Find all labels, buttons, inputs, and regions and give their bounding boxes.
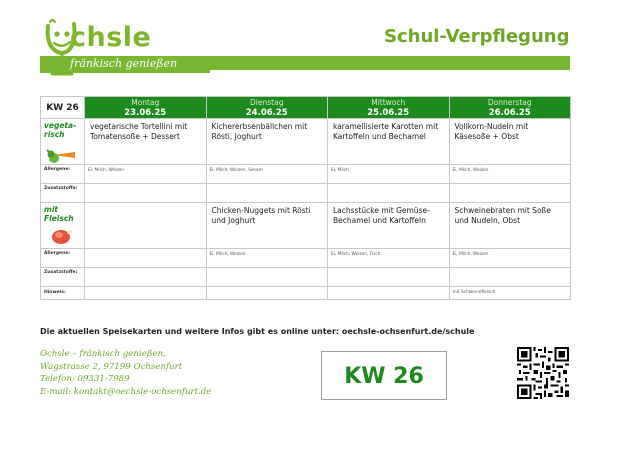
page-title: Schul-Verpflegung — [384, 26, 570, 47]
meal-meat-wednesday: Lachsstücke mit Gemüse-Bechamel und Kartoffeln — [328, 203, 450, 249]
allergens-value: Ei, Milch — [328, 165, 450, 184]
category-vegetarian — [41, 119, 85, 165]
allergens-label: Allergene: — [41, 165, 85, 184]
logo-tagline: fränkisch genießen — [70, 57, 178, 70]
day-name: Mittwoch — [371, 98, 406, 107]
meat-additives-row — [41, 268, 571, 287]
allergens-label: Allergene: — [41, 249, 85, 268]
notes-value: mit Schweinefleisch — [449, 287, 571, 300]
contact-block — [40, 348, 211, 398]
allergens-value: Ei, Milch, Weizen, Sesam — [206, 165, 328, 184]
notes-value — [206, 287, 328, 300]
category-label-line2: risch — [44, 130, 65, 139]
meal-vegetarian-monday: vegetarische Tortellini mit Tomatensoße + Dessert — [85, 119, 207, 165]
meat-meal-row — [41, 203, 571, 249]
allergens-value: Ei, Milch, Weizen — [206, 249, 328, 268]
week-label: KW 26 — [41, 97, 85, 119]
additives-value — [328, 268, 450, 287]
vegetarian-allergens-row — [41, 165, 571, 184]
notes-label: Hinweis: — [41, 287, 85, 300]
vegetarian-additives-row — [41, 184, 571, 203]
allergens-value: Ei, Milch, Weizen — [449, 249, 571, 268]
meal-vegetarian-thursday: Vollkorn-Nudeln mit Käsesoße + Obst — [449, 119, 571, 165]
category-meat — [41, 203, 85, 249]
day-header-monday — [85, 97, 207, 119]
logo-wordmark: chsle — [70, 22, 152, 53]
meal-meat-tuesday: Chicken-Nuggets mit Rösti und Joghurt — [206, 203, 328, 249]
allergens-value: Ei, Milch, Weizen, Fisch — [328, 249, 450, 268]
day-header-wednesday — [328, 97, 450, 119]
additives-value — [449, 268, 571, 287]
week-box — [321, 351, 447, 400]
additives-label: Zusatzstoffe: — [41, 268, 85, 287]
vegetarian-meal-row — [41, 119, 571, 165]
contact-line: Wagstrasse 2, 97199 Ochsenfurt — [40, 361, 183, 372]
additives-value — [449, 184, 571, 203]
notes-value — [85, 287, 207, 300]
notes-row — [41, 287, 571, 300]
additives-value — [206, 184, 328, 203]
meal-meat-monday — [85, 203, 207, 249]
day-header-row — [41, 97, 571, 119]
meal-meat-thursday: Schweinebraten mit Soße und Nudeln, Obst — [449, 203, 571, 249]
category-label-line1: mit — [44, 205, 58, 214]
category-label-line2: Fleisch — [44, 214, 74, 223]
day-date: 26.06.25 — [488, 108, 531, 118]
category-label-line1: vegeta- — [44, 121, 77, 130]
day-name: Montag — [131, 98, 160, 107]
additives-value — [206, 268, 328, 287]
contact-line: Ochsle – fränkisch genießen, — [40, 349, 166, 359]
ham-icon — [51, 227, 73, 245]
day-date: 23.06.25 — [124, 108, 167, 118]
day-header-thursday — [449, 97, 571, 119]
notes-value — [328, 287, 450, 300]
day-name: Dienstag — [250, 98, 284, 107]
vegetables-icon — [45, 146, 77, 164]
week-box-label: KW 26 — [344, 364, 424, 389]
additives-label: Zusatzstoffe: — [41, 184, 85, 203]
day-header-tuesday — [206, 97, 328, 119]
meal-vegetarian-wednesday: karamellisierte Karotten mit Kartoffeln und Bechamel — [328, 119, 450, 165]
meal-vegetarian-tuesday: Kichererbsenbällchen mit Rösti, Joghurt — [206, 119, 328, 165]
contact-line: E-mail: kontakt@oechsle-ochsenfurt.de — [40, 386, 212, 397]
allergens-value: Ei, Milch, Weizen — [449, 165, 571, 184]
meat-allergens-row — [41, 249, 571, 268]
qr-code-icon[interactable] — [517, 347, 569, 399]
day-date: 24.06.25 — [245, 108, 288, 118]
header-bar-underline — [40, 70, 210, 73]
day-name: Donnerstag — [487, 98, 532, 107]
additives-value — [85, 268, 207, 287]
allergens-value — [85, 249, 207, 268]
info-text: Die aktuellen Speisekarten und weitere Infos gibt es online unter: oechsle-ochsenfurt.de/schule — [40, 327, 475, 336]
allergens-value: Ei, Milch, Weizen — [85, 165, 207, 184]
additives-value — [85, 184, 207, 203]
day-date: 25.06.25 — [367, 108, 410, 118]
menu-table — [40, 96, 571, 300]
additives-value — [328, 184, 450, 203]
contact-line: Telefon: 09331-7989 — [40, 374, 130, 384]
